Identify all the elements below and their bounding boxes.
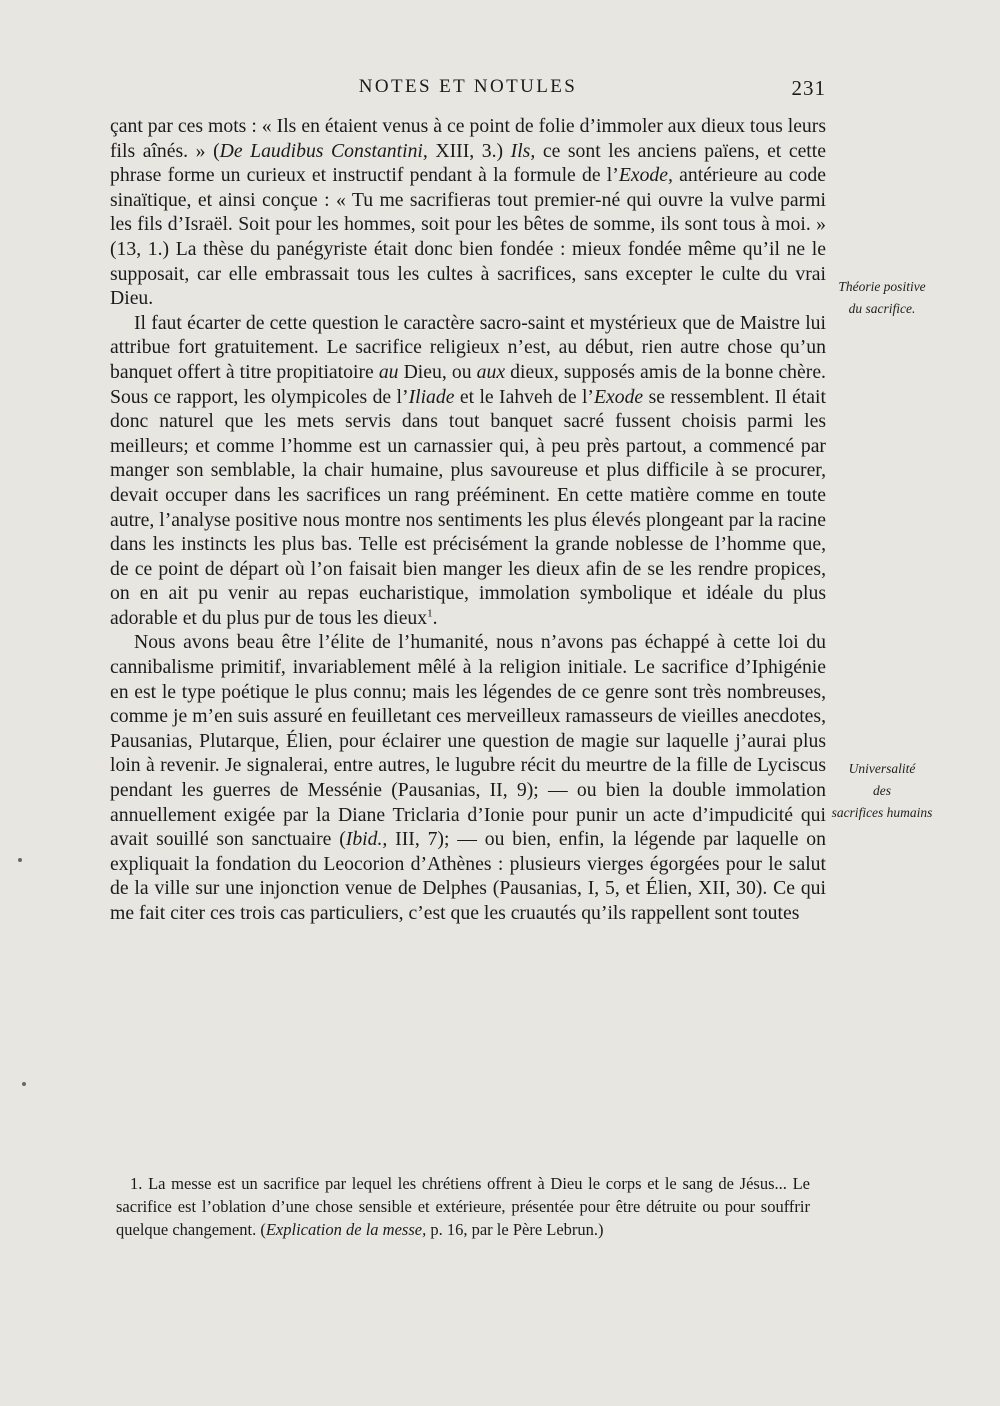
text-run: Dieu, ou: [398, 360, 477, 383]
marginal-line: Théorie positive: [838, 279, 926, 294]
footnote-1: [116, 1172, 810, 1241]
text-run: antérieure au code sinaïtique, et ainsi conçue : « Tu me sacrifieras tout premier-né qui ouvre la vulve parmi les fils d’Israël. Soit pour les hommes, soit pour les bêtes de somme, ils sont tous à moi. » (13, 1.) La thèse du panégyriste était donc bien fondée : mieux fondée même qu’il ne le supposait, car elle embrassait tous les cultes à sacrifices, sans excepter le culte du vrai Dieu.: [110, 164, 826, 310]
italic-word: aux: [476, 360, 506, 383]
text-run: çant par ces mots : « Ils en étaient venus à ce point de folie d’immoler aux dieux tous leurs fils aînés. » (: [110, 115, 826, 162]
text-run: ce sont les anciens païens, et cette phrase forme un curieux et instructif pendant à la formule de l’: [110, 139, 826, 187]
text-run: 1. La messe est un sacrifice par lequel les chrétiens offrent à Dieu le corps et le sang de Jésus... Le sacrifice est l’oblation d’une chose sensible et extérieure, présentée pour être détruite ou pour souffrir quelque changement. (: [116, 1174, 810, 1239]
marginal-note-universalite: [812, 758, 952, 824]
paragraph-3: [110, 630, 826, 925]
running-title: NOTES ET NOTULES: [358, 76, 578, 97]
paragraph-1: [110, 114, 826, 311]
text-run: p. 16, par le Père Lebrun.): [426, 1220, 604, 1239]
marginal-line: sacrifices humains: [831, 805, 933, 820]
page-header: [110, 76, 826, 100]
text-run: Nous avons beau être l’élite de l’humanité, nous n’avons pas échappé à cette loi du cannibalisme primitif, invariablement mêlé à la religion initiale. Le sacrifice d’Iphigénie en est le type poétique le plus connu; mais les légendes de ce genre sont très nombreuses, comme je m’en suis assuré en feuilletant ces merveilleux ramasseurs de vieilles anecdotes, Pausanias, Plutarque, Élien, pour éclairer une question de magie sur laquelle j’aurai plus loin à revenir. Je signalerai, entre autres, le lugubre récit du meurtre de la fille de Lyciscus pendant les guerres de Messénie (Pausanias, II, 9); — ou bien la double immolation annuellement exigée par la Diane Triclaria d’Ionie pour punir un acte d’impudicité qui avait souillé son sanctuaire (: [110, 631, 826, 851]
paper-speck: [22, 1082, 26, 1086]
body-text: [110, 114, 826, 926]
text-run: .: [432, 606, 438, 629]
page-number: 231: [791, 76, 826, 100]
footnote-reference[interactable]: 1: [427, 607, 433, 620]
text-run: dieux, supposés amis de la bonne chère. Sous ce rapport, les olympicoles de l’: [110, 360, 826, 408]
marginal-note-theorie: [826, 276, 938, 320]
text-run: Il faut écarter de cette question le caractère sacro-saint et mystérieux que de Maistre lui attribue fort gratuitement. Le sacrifice religieux n’est, au début, rien autre chose qu’un banquet offert à titre propitiatoire: [110, 311, 826, 383]
italic-title: Exode,: [618, 164, 673, 187]
italic-title: Explication de la messe,: [265, 1220, 427, 1239]
italic-word: Ils,: [510, 139, 536, 162]
text-run: III, 7); — ou bien, enfin, la légende par laquelle on expliquait la fondation du Leocorion d’Athènes : plusieurs vierges égorgées pour le salut de la ville sur une injonction venue de Delphes (Pausanias, I, 5, et Élien, XII, 30). Ce qui me fait citer ces trois cas particuliers, c’est que les cruautés qu’ils rappellent sont toutes: [110, 828, 826, 924]
text-run: se ressemblent. Il était donc naturel que les mets servis dans tout banquet sacré fussent choisis parmi les meilleurs; et comme l’homme est un carnassier qui, à peu près partout, a commencé par manger son semblable, la chair humaine, plus savoureuse et plus difficile à se procurer, devait occuper dans les sacrifices un rang prééminent. En cette matière comme en toute autre, l’analyse positive nous montre nos sentiments les plus élevés plongeant par la racine dans les instincts les plus bas. Telle est précisément la grande noblesse de l’homme que, de ce point de départ où l’on faisait bien manger les dieux afin de se les rendre propices, on en ait pu venir au repas eucharistique, immolation symbolique et idéale du plus adorable et du plus pur de tous les dieux: [110, 385, 826, 629]
marginal-line: des: [873, 783, 891, 798]
italic-title: De Laudibus Constantini,: [219, 139, 428, 162]
paragraph-2: [110, 311, 826, 631]
marginal-line: du sacrifice.: [848, 301, 916, 316]
paper-speck: [18, 858, 22, 862]
text-run: XIII, 3.): [427, 139, 511, 162]
italic-word: au: [378, 360, 399, 383]
italic-title: Iliade: [408, 385, 455, 408]
italic-title: Exode: [593, 385, 644, 408]
italic-word: Ibid.,: [345, 828, 388, 851]
text-run: et le Iahveh de l’: [454, 385, 594, 408]
marginal-line: Universalité: [848, 761, 916, 776]
footnote: [116, 1172, 810, 1241]
